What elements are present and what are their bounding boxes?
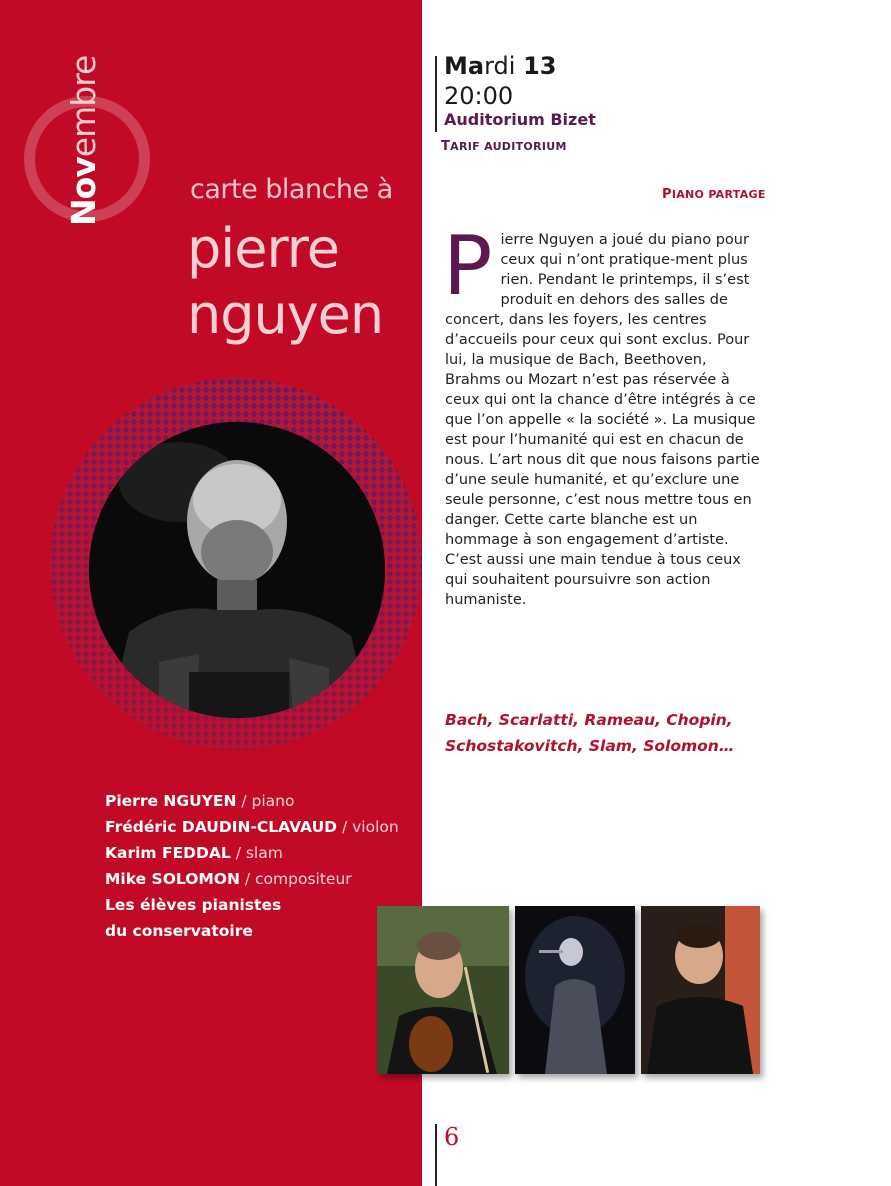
credit-line [105,788,399,814]
category-label [662,187,766,202]
day-rest: rdi [484,52,516,80]
tarif-label [441,139,567,154]
violinist-photo [377,906,509,1074]
credit-name: du conservatoire [105,922,253,940]
composer-photo [641,906,760,1074]
pianist-photo [89,422,385,718]
credit-role: / compositeur [239,870,352,888]
subtitle-carte-blanche: carte blanche à [190,174,393,205]
credit-line [105,840,399,866]
credit-role: / violon [337,818,399,836]
pianist-photo-illustration [89,422,385,718]
credit-line [105,892,399,918]
credit-line [105,814,399,840]
page-number: 6 [444,1123,460,1151]
page-number-divider [435,1124,437,1186]
day-bold: Ma [444,52,485,80]
credit-name: Frédéric DAUDIN-CLAVAUD [105,818,338,836]
slam-artist-photo [515,906,635,1074]
credit-name: Karim FEDDAL [105,844,231,862]
performers-list [105,788,399,944]
composers-list [445,707,775,759]
category-cap: P [662,187,672,202]
composers-line1: Bach, Scarlatti, Rameau, Chopin, [445,711,733,729]
composer-photo-illustration [641,906,760,1074]
artist-name-line1: pierre [187,217,339,280]
month-bold: Nov [64,157,103,226]
violinist-photo-illustration [377,906,509,1074]
credit-line [105,866,399,892]
month-rest: embre [64,55,103,158]
slam-artist-photo-illustration [515,906,635,1074]
day-number: 13 [523,52,557,80]
drop-cap: P [443,219,493,314]
tarif-cap: T [441,139,451,154]
event-venue: Auditorium Bizet [444,110,596,129]
description-paragraph [443,219,763,610]
artist-name-line2: nguyen [187,283,384,346]
event-date [444,52,556,80]
credit-name: Les élèves pianistes [105,896,282,914]
credit-name: Pierre NGUYEN [105,792,237,810]
credit-role: / piano [236,792,295,810]
category-rest: IANO PARTAGE [671,188,766,201]
credit-line [105,918,399,944]
tarif-rest: ARIF AUDITORIUM [450,140,567,153]
description-text: ierre Nguyen a joué du piano pour ceux qui n’ont pratique-ment plus rien. Pendant le printemps, il s’est produit en dehors des salles de concert, dans les foyers, les centres d’accueils pour ceux qui sont exclus. Pour lui, la musique de Bach, Beethoven, Brahms ou Mozart n’est pas réservée à ceux qui ont la chance d’être intégrés à ce que l’on appelle « la société ». La musique est pour l’humanité qui est en chacun de nous. L’art nous dit que nous faisons partie d’une seule humanité, et qu’exclure une seule personne, c’est nous mettre tous en danger. Cette carte blanche est un hommage à son engagement d’artiste. C’est aussi une main tendue à tous ceux qui souhaitent poursuivre son action humaniste. [445,232,760,608]
event-time: 20:00 [444,82,514,110]
composers-line2: Schostakovitch, Slam, Solomon… [445,737,735,755]
credit-name: Mike SOLOMON [105,870,240,888]
date-divider [435,56,437,132]
credit-role: / slam [230,844,283,862]
